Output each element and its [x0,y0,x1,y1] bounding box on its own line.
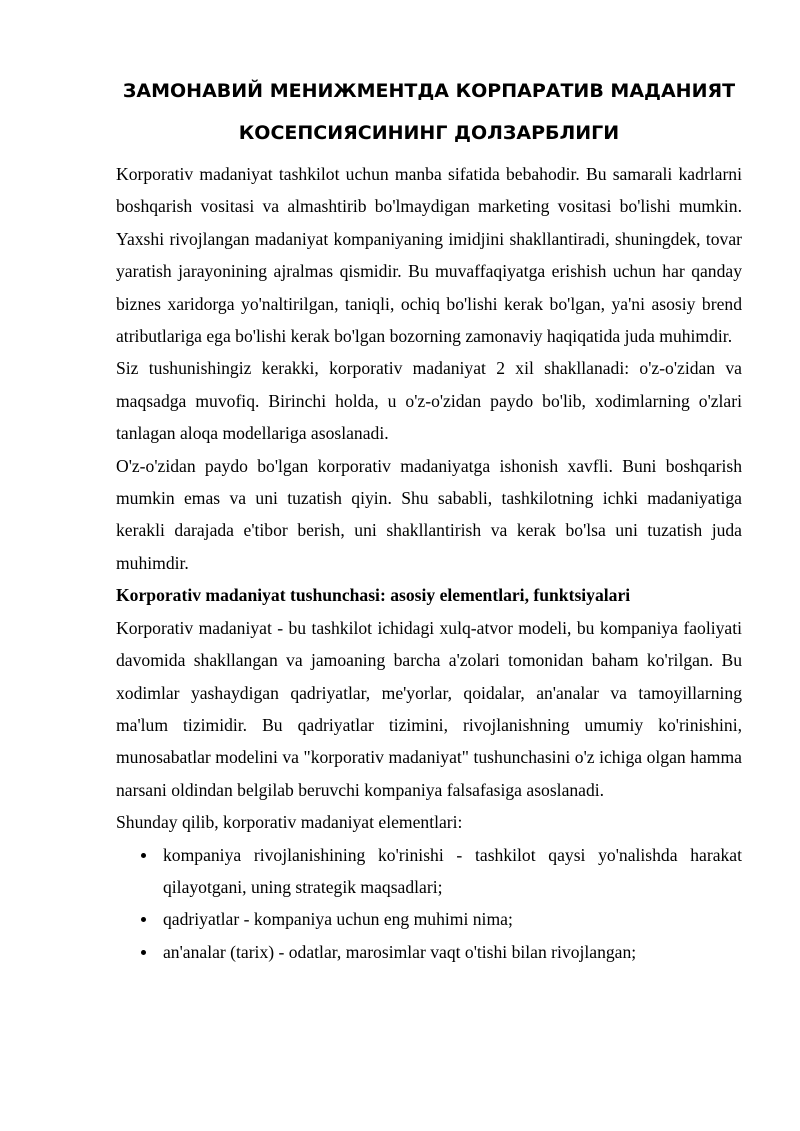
paragraph: Korporativ madaniyat - bu tashkilot ichidagi xulq-atvor modeli, bu kompaniya faoliyati davomida shakllangan va jamoaning barcha a'zolari tomonidan baham ko'rilgan. Bu xodimlar yashaydigan qadriyatlar, me'yorlar, qoidalar, an'analar va tamoyillarning ma'lum tizimidir. Bu qadriyatlar tizimini, rivojlanishning umumiy ko'rinishini, munosabatlar modelini va "korporativ madaniyat" tushunchasini o'z ichiga olgan hamma narsani oldindan belgilab beruvchi kompaniya falsafasiga asoslanadi. [116,617,742,800]
bullet-icon [141,853,146,858]
list-item-text: an'analar (tarix) - odatlar, marosimlar vaqt o'tishi bilan rivojlangan; [163,941,637,962]
section-heading: Korporativ madaniyat tushunchasi: asosiy elementlari, funktsiyalari [116,585,631,606]
paragraph: Korporativ madaniyat tashkilot uchun manba sifatida bebahodir. Bu samarali kadrlarni boshqarish vositasi va almashtirib bo'lmaydigan marketing vositasi bo'lishi mumkin. Yaxshi rivojlangan madaniyat kompaniyaning imidjini shakllantiradi, shuningdek, tovar yaratish jarayonining ajralmas qismidir. Bu muvaffaqiyatga erishish uchun har qanday biznes xaridorga yo'naltirilgan, taniqli, ochiq bo'lishi kerak bo'lgan, ya'ni asosiy brend atributlariga ega bo'lishi kerak bo'lgan bozorning zamonaviy haqiqatida juda muhimdir. [116,164,742,347]
bullet-icon [141,950,146,955]
bullet-list [116,839,742,969]
paragraph: Siz tushunishingiz kerakki, korporativ madaniyat 2 xil shakllanadi: o'z-o'zidan va maqsadga muvofiq. Birinchi holda, u o'z-o'zidan paydo bo'lib, xodimlarning o'zlari tanlagan aloqa modellariga asoslanadi. [116,358,742,444]
list-item [116,839,742,904]
list-item-text: qadriyatlar - kompaniya uchun eng muhimi nima; [163,909,513,930]
list-item-text: kompaniya rivojlanishining ko'rinishi - tashkilot qaysi yo'nalishda harakat qilayotgani, uning strategik maqsadlari; [163,844,742,897]
document-page [116,70,742,968]
bullet-icon [141,917,146,922]
document-title [96,70,762,154]
paragraph: Shunday qilib, korporativ madaniyat elementlari: [116,812,463,833]
title-line-2: КОСЕПСИЯСИНИНГ ДОЛЗАРБЛИГИ [238,122,620,144]
list-item [116,936,742,968]
title-line-1: ЗАМОНАВИЙ МЕНИЖМЕНТДА КОРПАРАТИВ МАДАНИЯТ [122,80,736,102]
paragraph: O'z-o'zidan paydo bo'lgan korporativ madaniyatga ishonish xavfli. Buni boshqarish mumkin emas va uni tuzatish qiyin. Shu sababli, tashkilotning ichki madaniyatiga kerakli darajada e'tibor berish, uni shakllantirish va kerak bo'lsa uni tuzatish juda muhimdir. [116,455,742,573]
list-item [116,903,742,935]
